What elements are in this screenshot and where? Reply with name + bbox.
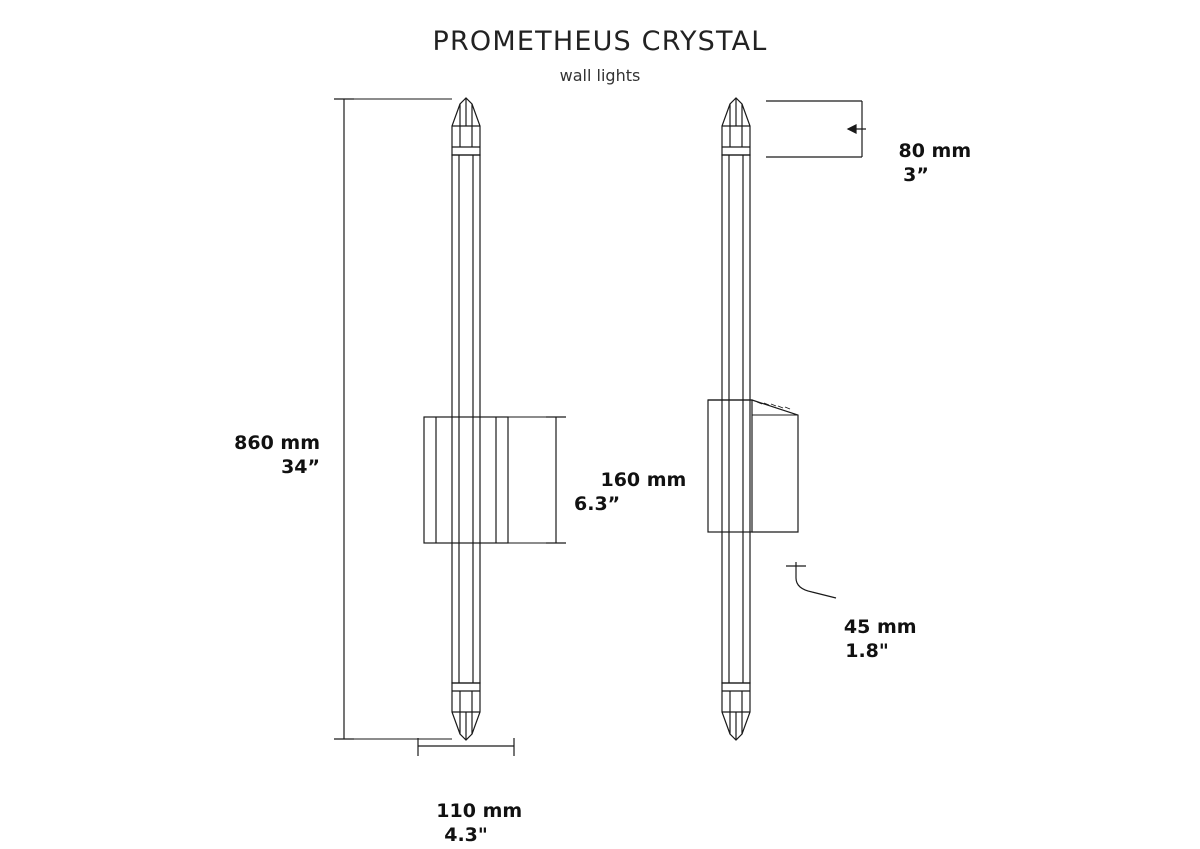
overall-height-dimension xyxy=(334,99,354,739)
backplate-height-label: 160 mm 6.3” xyxy=(574,468,687,515)
backplate-depth-label: 80 mm 3” xyxy=(898,139,972,186)
overall-width-label: 110 mm 4.3" xyxy=(436,799,523,846)
backplate-height-dimension xyxy=(508,417,566,543)
front-elevation-drawing xyxy=(424,98,508,740)
overall-height-label: 860 mm 34” xyxy=(234,431,320,478)
mount-offset-label: 45 mm 1.8" xyxy=(843,615,917,662)
page-subtitle: wall lights xyxy=(559,66,641,85)
page-title: PROMETHEUS CRYSTAL xyxy=(432,26,768,57)
depth-dimension xyxy=(766,101,866,157)
